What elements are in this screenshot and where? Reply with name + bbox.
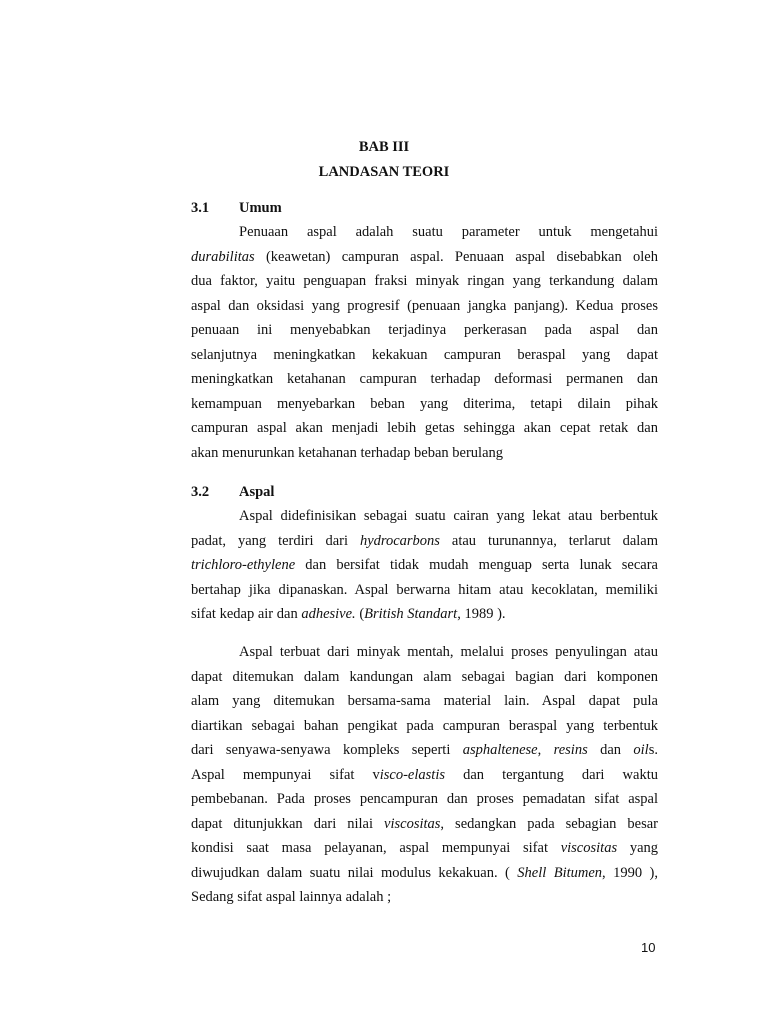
italic-term: adhesive. [301, 606, 356, 622]
text-line [191, 665, 658, 690]
text-segment: selanjutnya meningkatkan kekakuan campuran beraspal yang dapat [191, 346, 658, 363]
italic-term: oil [633, 742, 649, 758]
text-line [191, 504, 658, 529]
text-line [191, 294, 658, 319]
text-segment: penuaan ini menyebabkan terjadinya perkerasan pada aspal dan [191, 322, 658, 338]
text-segment: , 1990 ), [602, 864, 658, 881]
italic-term: viscositas [384, 815, 441, 832]
text-line [191, 640, 658, 665]
text-segment: , sedangkan pada sebagian besar [440, 815, 658, 832]
text-segment: atau turunannya, terlarut dalam [439, 532, 658, 549]
text-segment: bertahap jika dipanaskan. Aspal berwarna hitam atau kecoklatan, memiliki [191, 581, 658, 598]
paragraph-aspal-definition [191, 504, 658, 627]
text-segment: (keawetan) campuran aspal. Penuaan aspal disebabkan oleh [254, 248, 658, 265]
text-line [191, 367, 658, 392]
text-segment: , [537, 742, 554, 758]
italic-term: British Standart [364, 606, 458, 622]
chapter-number: BAB III [358, 139, 410, 155]
italic-term: asphaltenese [462, 742, 538, 758]
text-line [191, 602, 658, 627]
text-segment: Penuaan aspal adalah suatu parameter untuk mengetahui [239, 224, 658, 240]
text-line [191, 553, 658, 578]
italic-term: isco-elastis [379, 766, 445, 783]
text-line [191, 269, 658, 294]
text-segment: akan menurunkan ketahanan terhadap beban berulang [191, 444, 504, 461]
section-number: 3.2 [191, 484, 210, 500]
text-segment: dan bersifat tidak mudah menguap serta lunak secara [295, 557, 658, 573]
text-segment: padat, yang terdiri dari [191, 532, 360, 549]
text-line [191, 861, 658, 886]
text-line [191, 245, 658, 270]
italic-term: resins [553, 742, 588, 758]
text-line [191, 738, 658, 763]
text-line [191, 529, 658, 554]
text-line [191, 392, 658, 417]
text-segment: dapat ditunjukkan dari nilai [191, 815, 385, 832]
text-line [191, 220, 658, 245]
text-line [191, 416, 658, 441]
text-segment: campuran aspal akan menjadi lebih getas sehingga akan cepat retak dan [191, 420, 658, 436]
text-segment: dan [587, 742, 634, 758]
italic-term: viscositas [560, 840, 618, 856]
paragraph-umum [191, 220, 658, 465]
text-segment: Sedang sifat aspal lainnya adalah ; [191, 889, 392, 905]
text-segment: pembebanan. Pada proses pencampuran dan proses pemadatan sifat aspal [191, 791, 658, 807]
text-line [191, 787, 658, 812]
text-line [191, 318, 658, 343]
text-line [191, 763, 658, 788]
text-line [191, 441, 658, 466]
paragraph-aspal-origin [191, 640, 658, 910]
text-segment: dapat ditemukan dalam kandungan alam sebagai bagian dari komponen [191, 668, 658, 685]
italic-term: Shell Bitumen [517, 864, 603, 881]
italic-term: hydrocarbons [359, 532, 440, 549]
page-number: 10 [641, 940, 656, 955]
text-segment: s. [648, 742, 658, 758]
text-segment: sifat kedap air dan [191, 606, 302, 622]
text-segment: meningkatkan ketahanan campuran terhadap deformasi permanen dan [191, 371, 658, 387]
text-segment: diwujudkan dalam suatu nilai modulus kekakuan. ( [191, 864, 518, 881]
text-line [191, 343, 658, 368]
text-segment: alam yang ditemukan bersama-sama material lain. Aspal dapat pula [191, 693, 658, 709]
section-title: Umum [239, 200, 282, 216]
text-segment: ( [355, 606, 365, 622]
text-line [191, 689, 658, 714]
text-segment: yang [617, 840, 659, 856]
chapter-title: LANDASAN TEORI [318, 164, 450, 180]
text-line [191, 812, 658, 837]
italic-term: trichloro-ethylene [191, 557, 296, 573]
section-heading-aspal [191, 484, 274, 501]
section-number: 3.1 [191, 200, 210, 216]
section-heading-umum [191, 200, 282, 217]
text-segment: dari senyawa-senyawa kompleks seperti [191, 742, 463, 758]
text-segment: aspal dan oksidasi yang progresif (penuaan jangka panjang). Kedua proses [191, 297, 658, 314]
text-segment: Aspal terbuat dari minyak mentah, melalui proses penyulingan atau [239, 644, 658, 660]
text-segment: Aspal didefinisikan sebagai suatu cairan yang lekat atau berbentuk [239, 508, 658, 524]
text-line [191, 714, 658, 739]
text-line [191, 578, 658, 603]
text-segment: Aspal mempunyai sifat v [191, 766, 380, 783]
text-line [191, 885, 658, 910]
text-segment: dan tergantung dari waktu [445, 766, 658, 783]
text-segment: kemampuan menyebarkan beban yang diterima, tetapi dilain pihak [191, 395, 658, 412]
text-line [191, 836, 658, 861]
section-title: Aspal [239, 484, 275, 500]
italic-term: durabilitas [191, 248, 255, 265]
text-segment: , 1989 ). [457, 606, 506, 622]
text-segment: kondisi saat masa pelayanan, aspal mempunyai sifat [191, 840, 561, 856]
text-segment: dua faktor, yaitu penguapan fraksi minyak ringan yang terkandung dalam [191, 273, 658, 289]
text-segment: diartikan sebagai bahan pengikat pada campuran beraspal yang terbentuk [191, 717, 658, 734]
